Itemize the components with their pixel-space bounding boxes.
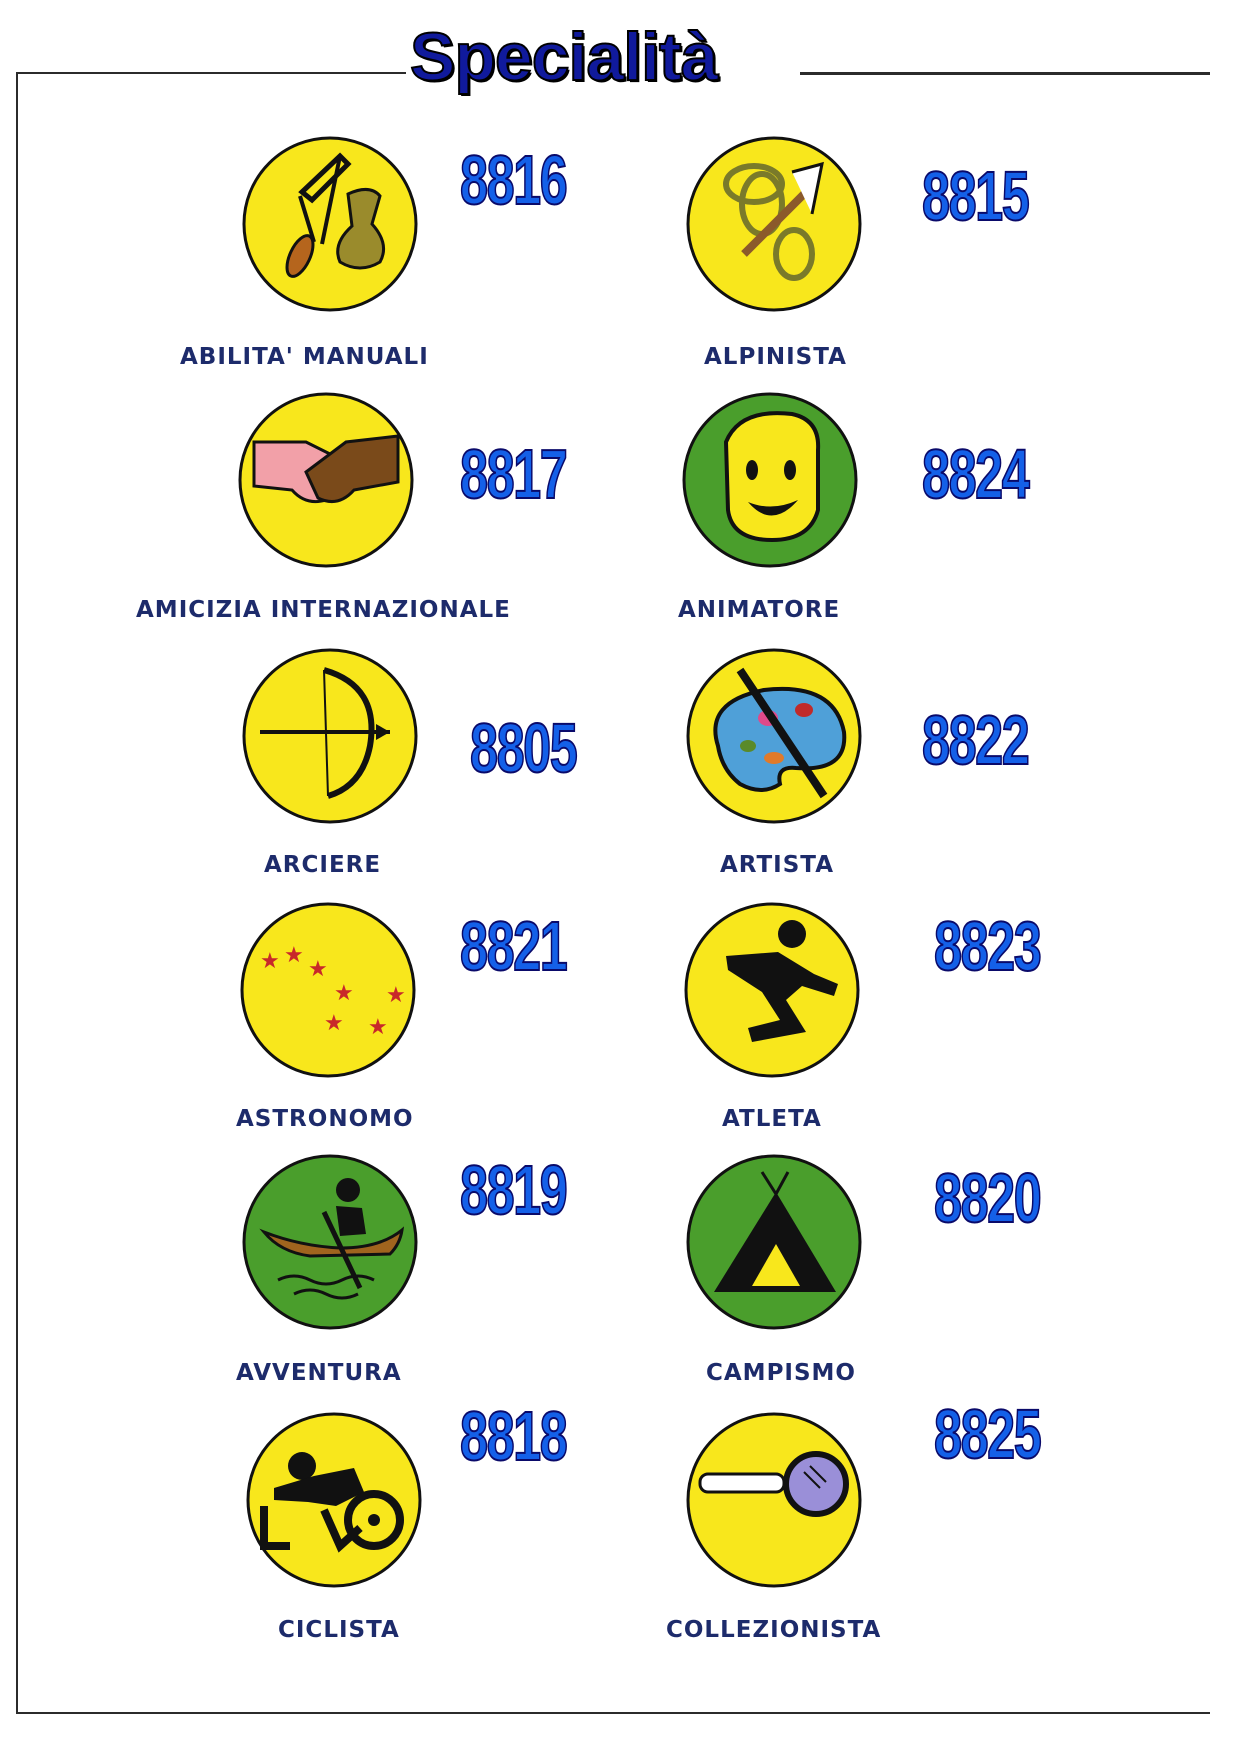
badge-label: CAMPISMO bbox=[706, 1360, 856, 1386]
badge-amicizia-internazionale bbox=[236, 390, 416, 570]
badge-ciclista bbox=[244, 1410, 424, 1590]
badge-label: ASTRONOMO bbox=[236, 1106, 414, 1132]
svg-text:★: ★ bbox=[334, 981, 354, 1006]
badge-code: 8823 bbox=[934, 907, 1041, 985]
cyclist-icon bbox=[244, 1410, 424, 1590]
badge-code: 8822 bbox=[922, 701, 1029, 779]
badge-code: 8805 bbox=[470, 709, 577, 787]
badge-avventura bbox=[240, 1152, 420, 1332]
bow-arrow-icon bbox=[240, 646, 420, 826]
svg-text:★: ★ bbox=[308, 957, 328, 982]
badge-code: 8821 bbox=[460, 907, 567, 985]
badge-label: ABILITA' MANUALI bbox=[180, 344, 429, 370]
badge-label: CICLISTA bbox=[278, 1617, 400, 1643]
badge-arciere bbox=[240, 646, 420, 826]
badge-label: ATLETA bbox=[722, 1106, 822, 1132]
svg-text:★: ★ bbox=[386, 983, 406, 1008]
badge-label: AVVENTURA bbox=[236, 1360, 402, 1386]
badge-label: ARCIERE bbox=[264, 852, 382, 878]
badge-code: 8825 bbox=[934, 1395, 1041, 1473]
smiling-face-icon bbox=[680, 390, 860, 570]
badge-code: 8819 bbox=[460, 1151, 567, 1229]
badge-animatore bbox=[680, 390, 860, 570]
badge-astronomo bbox=[238, 900, 418, 1080]
handshake-icon bbox=[236, 390, 416, 570]
badge-label: AMICIZIA INTERNAZIONALE bbox=[136, 597, 511, 623]
svg-text:★: ★ bbox=[260, 949, 280, 974]
badge-code: 8815 bbox=[922, 157, 1029, 235]
badge-code: 8818 bbox=[460, 1397, 567, 1475]
canoe-icon bbox=[240, 1152, 420, 1332]
badge-artista bbox=[684, 646, 864, 826]
svg-text:★: ★ bbox=[284, 943, 304, 968]
svg-text:★: ★ bbox=[324, 1011, 344, 1036]
badge-alpinista bbox=[684, 134, 864, 314]
runner-icon bbox=[682, 900, 862, 1080]
badge-abilita-manuali bbox=[240, 134, 420, 314]
badge-label: ANIMATORE bbox=[678, 597, 841, 623]
badge-label: ARTISTA bbox=[720, 852, 834, 878]
tent-icon bbox=[684, 1152, 864, 1332]
palette-icon bbox=[684, 646, 864, 826]
tools-icon bbox=[240, 134, 420, 314]
svg-text:★: ★ bbox=[368, 1015, 388, 1040]
badge-label: ALPINISTA bbox=[704, 344, 847, 370]
constellation-icon bbox=[238, 900, 418, 1080]
badge-code: 8817 bbox=[460, 435, 567, 513]
badge-code: 8824 bbox=[922, 435, 1029, 513]
badge-collezionista bbox=[684, 1410, 864, 1590]
top-rule-right bbox=[800, 72, 1210, 75]
badge-campismo bbox=[684, 1152, 864, 1332]
badge-code: 8820 bbox=[934, 1159, 1041, 1237]
magnifier-icon bbox=[684, 1410, 864, 1590]
page-title: Specialità bbox=[410, 19, 718, 95]
badge-code: 8816 bbox=[460, 141, 567, 219]
top-rule-left bbox=[16, 72, 406, 74]
rope-ice-axe-icon bbox=[684, 134, 864, 314]
badge-label: COLLEZIONISTA bbox=[666, 1617, 882, 1643]
badge-atleta bbox=[682, 900, 862, 1080]
